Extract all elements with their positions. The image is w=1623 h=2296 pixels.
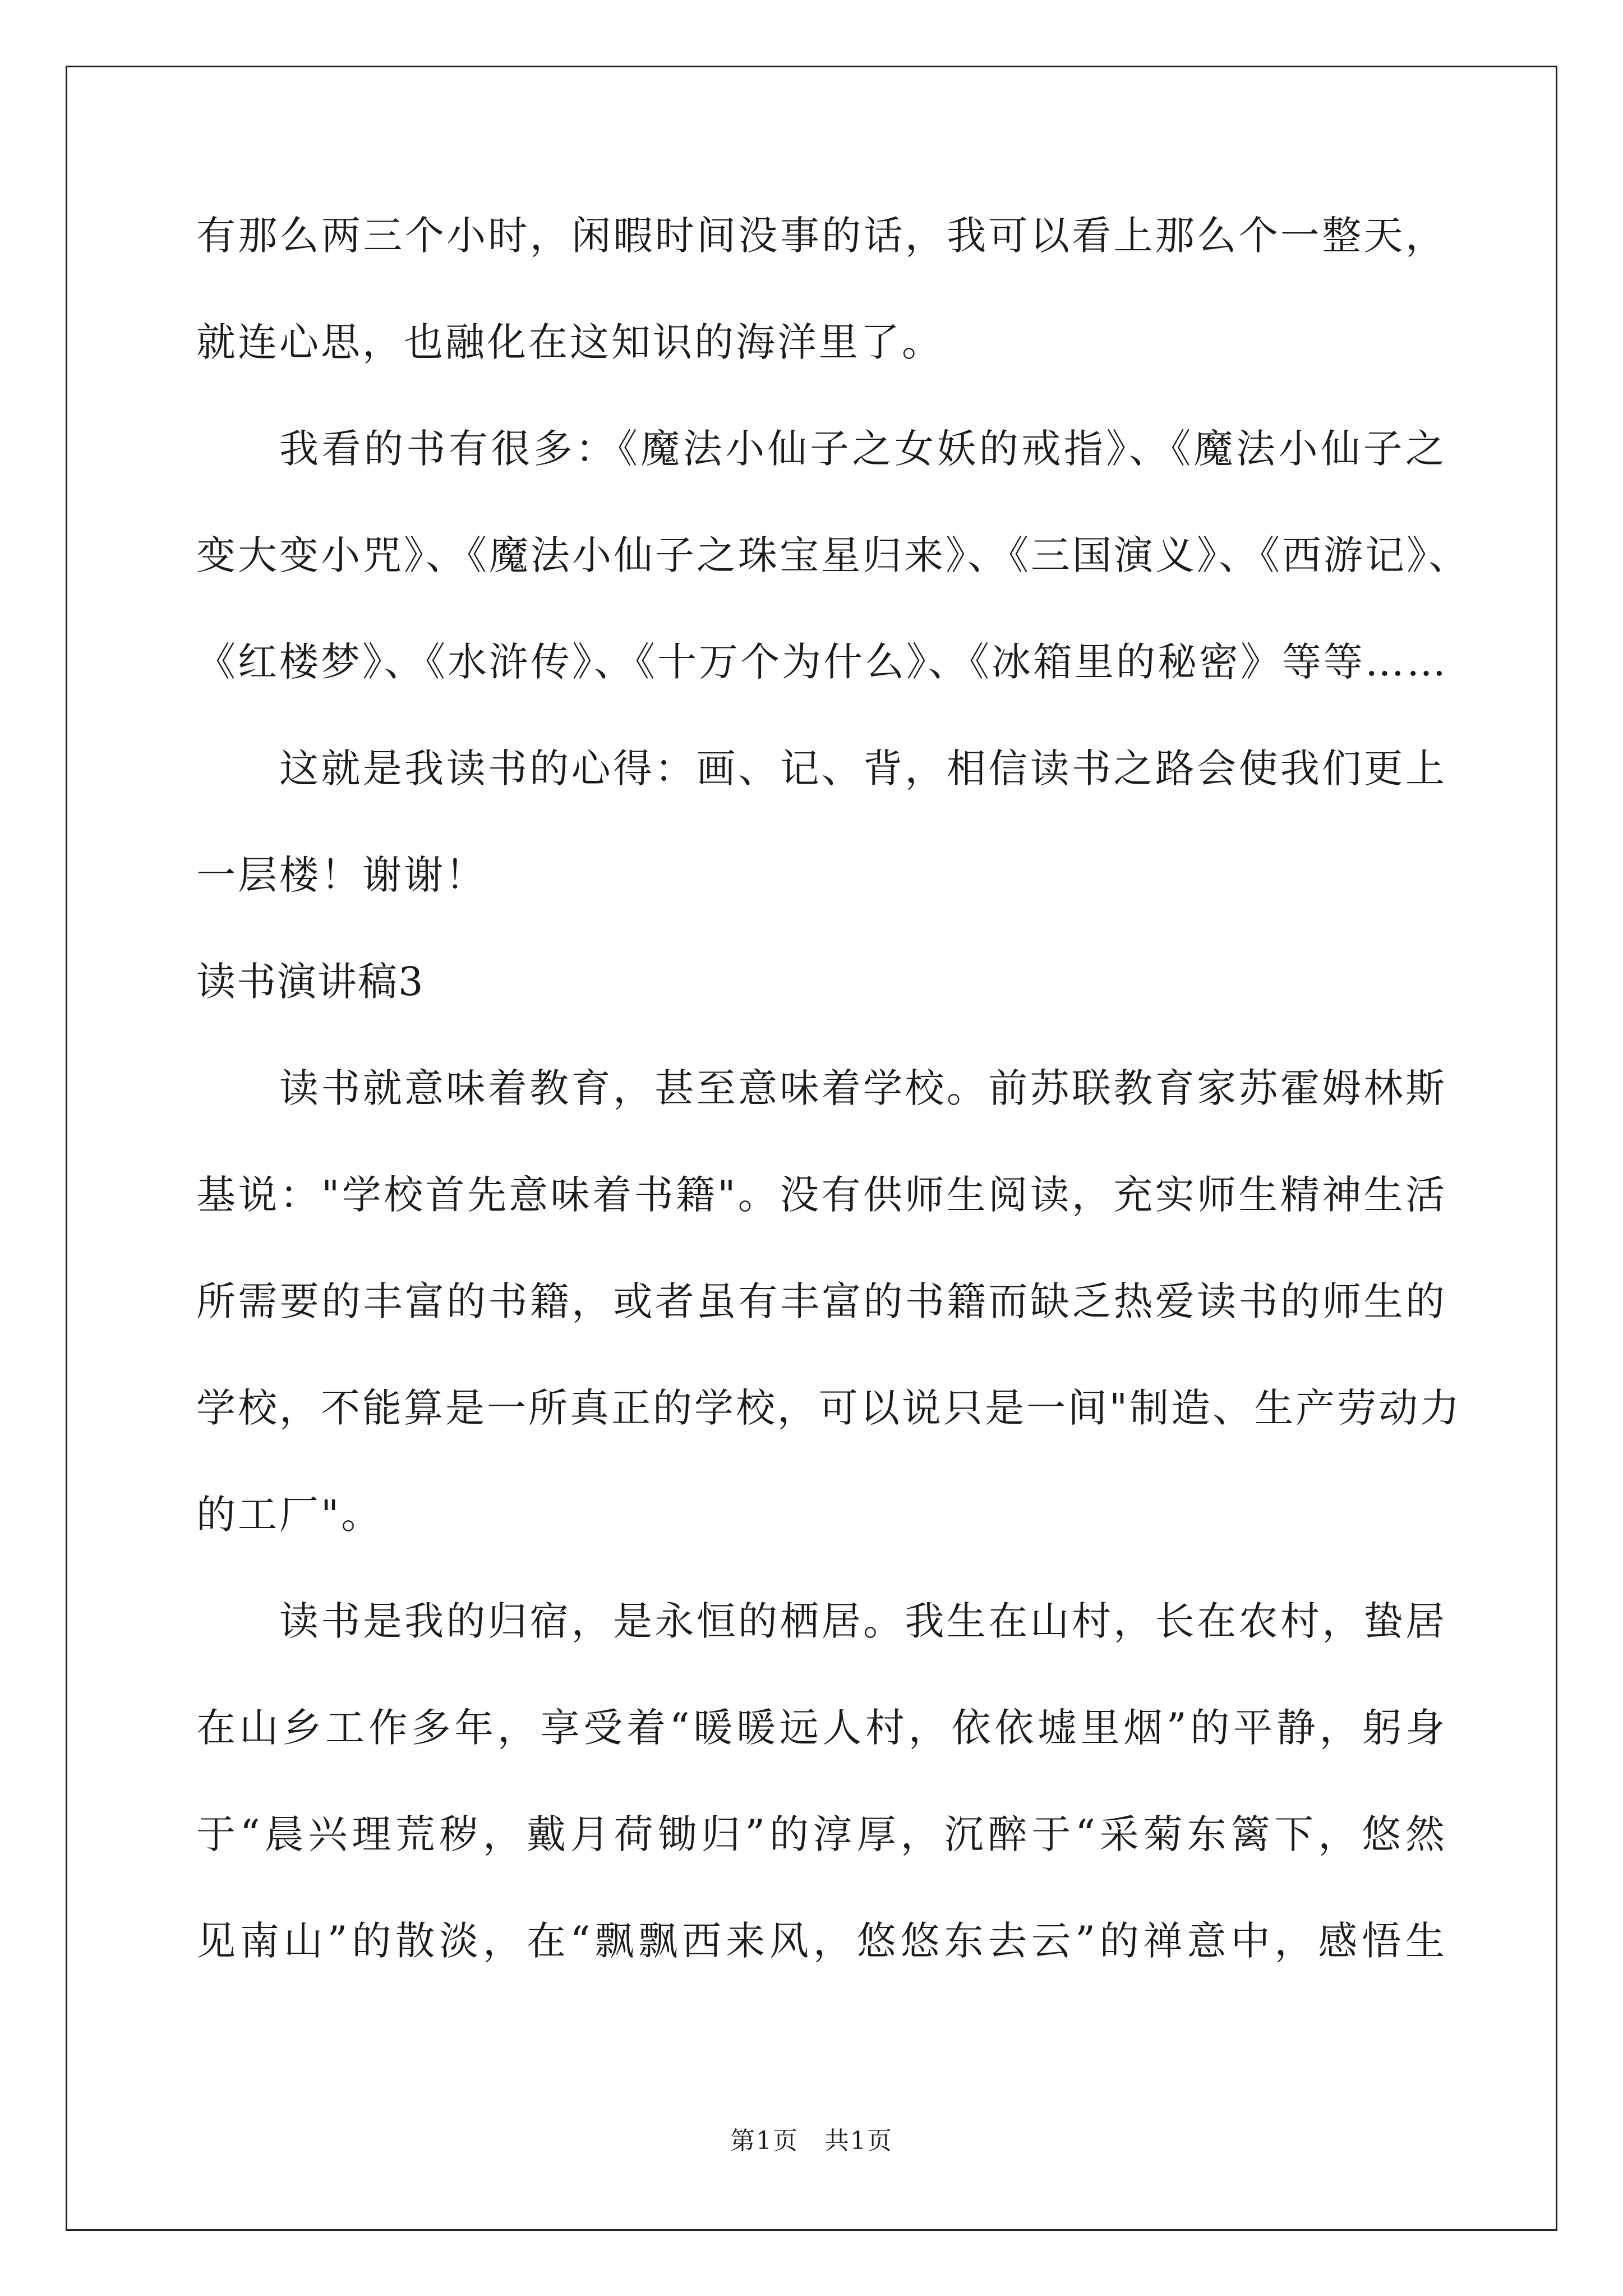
text-line: 见南山”的散淡，在“飘飘西来风，悠悠东去云”的禅意中，感悟生 xyxy=(196,1918,1447,1964)
paragraph-first-line: 读书是我的归宿，是永恒的栖居。我生在山村，长在农村，蛰居 xyxy=(279,1598,1447,1644)
text-line: 《红楼梦》、《水浒传》、《十万个为什么》、《冰箱里的秘密》等等…… xyxy=(196,639,1448,685)
text-line: 有那么两三个小时，闲暇时间没事的话，我可以看上那么个一整天， xyxy=(196,213,1447,259)
text-line: 一层楼！谢谢！ xyxy=(196,852,487,898)
text-line: 学校，不能算是一所真正的学校，可以说只是一间"制造、生产劳动力 xyxy=(196,1385,1462,1431)
page-number-footer: 第1页 共1页 xyxy=(730,2127,893,2155)
paragraph-first-line: 这就是我读书的心得：画、记、背，相信读书之路会使我们更上 xyxy=(279,746,1447,792)
text-line: 在山乡工作多年，享受着“暖暖远人村，依依墟里烟”的平静，躬身 xyxy=(196,1705,1447,1751)
text-line: 的工厂"。 xyxy=(196,1492,383,1538)
document-body xyxy=(196,213,1470,2028)
text-line: 基说："学校首先意味着书籍"。没有供师生阅读，充实师生精神生活 xyxy=(196,1172,1447,1218)
paragraph-first-line: 读书就意味着教育，甚至意味着学校。前苏联教育家苏霍姆林斯 xyxy=(279,1065,1447,1111)
section-heading: 读书演讲稿3 xyxy=(196,959,425,1005)
paragraph-first-line: 我看的书有很多：《魔法小仙子之女妖的戒指》、《魔法小仙子之 xyxy=(279,426,1447,472)
text-line: 就连心思，也融化在这知识的海洋里了。 xyxy=(196,319,943,365)
text-line: 所需要的丰富的书籍，或者虽有丰富的书籍而缺乏热爱读书的师生的 xyxy=(196,1278,1447,1324)
text-line: 于“晨兴理荒秽，戴月荷锄归”的淳厚，沉醉于“采菊东篱下，悠然 xyxy=(196,1811,1447,1857)
text-line: 变大变小咒》、《魔法小仙子之珠宝星归来》、《三国演义》、《西游记》、 xyxy=(196,532,1470,578)
